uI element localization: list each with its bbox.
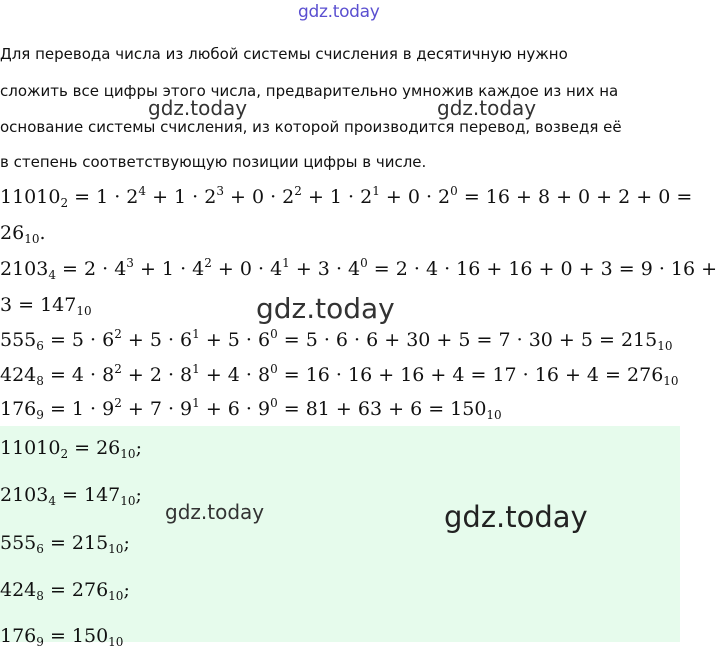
watermark-e: gdz.today (444, 500, 588, 534)
watermark-b: gdz.today (437, 96, 537, 120)
watermark-a: gdz.today (148, 96, 248, 120)
answers-block (0, 426, 680, 649)
calc-line-7: $176_9 = 1 \cdot 9^2 + 7 \cdot 9^1 + 6 \cdot 9^0 = 81 + 63 + 6 = 150_{10}$ (0, 396, 502, 422)
watermark-top: gdz.today (298, 2, 380, 22)
answer-line-4: $424_8 = 276_{10}$; (0, 579, 130, 603)
explanation-line-3: основание системы счисления, из которой производится перевод, возведя её (0, 118, 622, 136)
explanation-line-1: Для перевода числа из любой системы счисления в десятичную нужно (0, 45, 568, 63)
answer-line-1: $11010_2 = 26_{10}$; (0, 437, 142, 461)
calc-line-6: $424_8 = 4 \cdot 8^2 + 2 \cdot 8^1 + 4 \cdot 8^0 = 16 \cdot 16 + 16 + 4 = 17 \cdot 16 + 4 = 276_{10}$ (0, 362, 679, 388)
explanation-line-4: в степень соответствующую позиции цифры в числе. (0, 153, 427, 171)
watermark-c: gdz.today (256, 292, 395, 325)
calc-line-3: $2103_4 = 2 \cdot 4^3 + 1 \cdot 4^2 + 0 \cdot 4^1 + 3 \cdot 4^0 = 2 \cdot 4 \cdot 16 + 16 + 0 + 3 = 9 \cdot 16$ + (0, 256, 717, 282)
answer-line-2: $2103_4 = 147_{10}$; (0, 484, 142, 508)
answer-line-3: $555_6 = 215_{10}$; (0, 532, 130, 556)
calc-line-4: $3 = 147_{10}$ (0, 294, 92, 318)
watermark-d: gdz.today (165, 500, 265, 524)
calc-line-5: $555_6 = 5 \cdot 6^2 + 5 \cdot 6^1 + 5 \cdot 6^0 = 5 \cdot 6 \cdot 6 + 30 + 5 = 7 \cdot 30 + 5 = 215_{10}$ (0, 327, 673, 353)
calc-line-2: $26_{10}$. (0, 222, 46, 246)
explanation-line-2: сложить все цифры этого числа, предварительно умножив каждое из них на (0, 82, 619, 100)
answer-line-5: $176_9 = 150_{10}$ (0, 625, 124, 649)
calc-line-1: $11010_2 = 1 \cdot 2^4 + 1 \cdot 2^3 + 0 \cdot 2^2 + 1 \cdot 2^1 + 0 \cdot 2^0 = 16 + 8 + 0 + 2 + 0$ = (0, 184, 693, 210)
